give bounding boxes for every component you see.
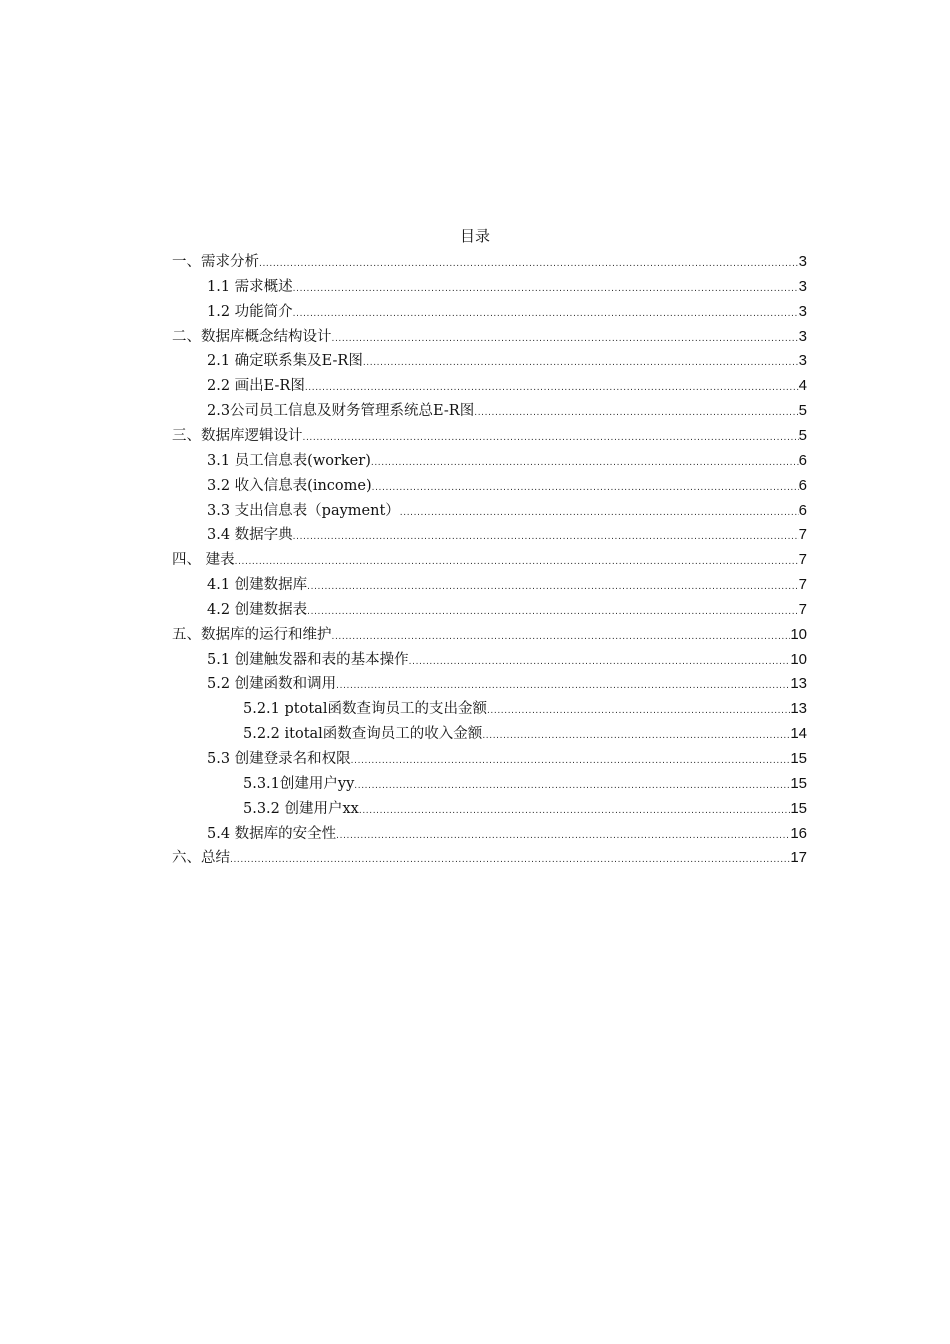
toc-entry[interactable] <box>207 299 807 324</box>
toc-entry-label: 四、 建表 <box>172 552 235 569</box>
toc-entry-label: 3.2 收入信息表(income) <box>207 477 372 494</box>
toc-entry-page: 3 <box>798 253 807 270</box>
toc-entry-label: 4.2 创建数据表 <box>207 601 308 618</box>
toc-entry-label: 2.3公司员工信息及财务管理系统总E-R图 <box>207 403 475 420</box>
toc-entry-page: 6 <box>798 501 807 519</box>
toc-entry-label: 三、数据库逻辑设计 <box>172 427 303 444</box>
toc-entry-page: 7 <box>798 600 807 618</box>
toc-entry-page: 3 <box>798 327 807 345</box>
toc-entry-page: 14 <box>790 725 807 743</box>
toc-entry-page: 15 <box>790 774 807 792</box>
toc-entry[interactable] <box>207 746 807 771</box>
toc-entry[interactable] <box>172 423 807 448</box>
toc-entry-label: 5.3.1创建用户yy <box>243 775 355 792</box>
toc-entry-label: 5.2.1 ptotal函数查询员工的支出金额 <box>243 701 487 718</box>
toc-entry-page: 13 <box>790 675 807 693</box>
toc-entry[interactable] <box>207 448 807 473</box>
toc-entry[interactable] <box>207 348 807 373</box>
toc-entry[interactable] <box>207 647 807 672</box>
toc-entry-page: 17 <box>790 849 807 867</box>
toc-entry[interactable] <box>207 398 807 423</box>
toc-entry-label: 3.4 数据字典 <box>207 527 293 544</box>
toc-entry[interactable] <box>243 721 807 746</box>
toc-entry-page: 7 <box>798 576 807 594</box>
toc-dot-leader <box>230 848 790 873</box>
toc-entry-page: 10 <box>790 625 807 643</box>
toc-entry[interactable] <box>207 498 807 523</box>
toc-entry-label: 五、数据库的运行和维护 <box>172 626 332 643</box>
toc-entry-page: 3 <box>798 277 807 295</box>
toc-entry[interactable] <box>243 771 807 796</box>
toc-entry[interactable] <box>207 572 807 597</box>
toc-entry[interactable] <box>207 274 807 299</box>
toc-entry-label: 1.2 功能简介 <box>207 303 293 320</box>
toc-entry[interactable] <box>243 696 807 721</box>
toc-entry-page: 5 <box>798 402 807 420</box>
toc-entry-label: 5.1 创建触发器和表的基本操作 <box>207 651 409 668</box>
toc-entry[interactable] <box>172 249 807 274</box>
toc-entry[interactable] <box>243 796 807 821</box>
toc-entry-label: 2.2 画出E-R图 <box>207 378 305 395</box>
toc-entry[interactable] <box>207 473 807 498</box>
toc-entry-page: 16 <box>790 824 807 842</box>
toc-title: 目录 <box>459 227 490 245</box>
toc-entry-label: 六、总结 <box>172 850 230 867</box>
toc-entry-page: 15 <box>790 799 807 817</box>
toc-entry-label: 3.3 支出信息表（payment） <box>207 502 400 519</box>
toc-entry-page: 13 <box>790 700 807 718</box>
toc-entry-page: 7 <box>798 526 807 544</box>
toc-entry[interactable] <box>207 597 807 622</box>
toc-entry[interactable] <box>207 821 807 846</box>
toc-entry-page: 15 <box>790 750 807 767</box>
toc-entry-label: 一、需求分析 <box>172 254 259 270</box>
toc-entry[interactable] <box>207 671 807 696</box>
toc-entry[interactable] <box>172 547 807 572</box>
toc-entry-label: 4.1 创建数据库 <box>207 577 308 594</box>
toc-entry-label: 3.1 员工信息表(worker) <box>207 452 371 469</box>
toc-entry-page: 6 <box>798 476 807 494</box>
toc-entry-label: 5.3.2 创建用户xx <box>243 800 359 817</box>
toc-entry-page: 7 <box>798 551 807 569</box>
toc-entry[interactable] <box>172 845 807 870</box>
toc-entry-label: 2.1 确定联系集及E-R图 <box>207 353 363 370</box>
toc-entry-page: 6 <box>798 451 807 469</box>
toc-entry-label: 5.4 数据库的安全性 <box>207 825 337 842</box>
toc-entry-page: 10 <box>790 650 807 668</box>
toc-entry-page: 3 <box>798 352 807 370</box>
toc-entry-page: 5 <box>798 426 807 444</box>
toc-entry-label: 5.3 创建登录名和权限 <box>207 751 351 767</box>
toc-entry-label: 1.1 需求概述 <box>207 278 293 295</box>
toc-entry[interactable] <box>172 324 807 349</box>
toc-entry-label: 5.2 创建函数和调用 <box>207 676 337 693</box>
toc-entry-page: 3 <box>798 302 807 320</box>
toc-entry[interactable] <box>172 622 807 647</box>
toc-entry-label: 二、数据库概念结构设计 <box>172 328 332 345</box>
toc-entry-page: 4 <box>798 377 807 395</box>
toc-entry[interactable] <box>207 522 807 547</box>
toc-entry-label: 5.2.2 itotal函数查询员工的收入金额 <box>243 726 483 743</box>
toc-entry[interactable] <box>207 373 807 398</box>
